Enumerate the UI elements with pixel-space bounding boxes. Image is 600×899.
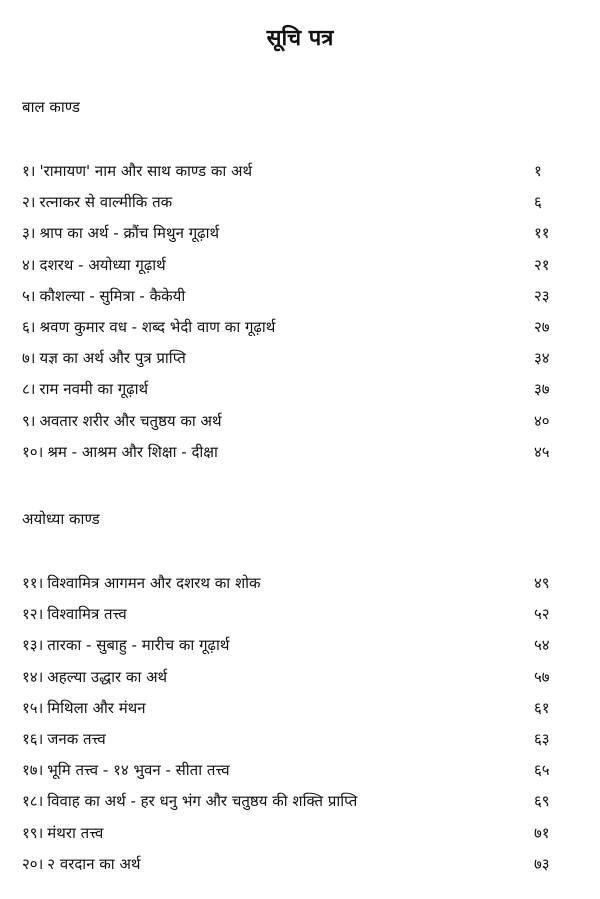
toc-entry-text (22, 760, 230, 780)
toc-entry-title: जनक तत्त्व (47, 730, 106, 748)
toc-entry-number: २०। (22, 854, 44, 873)
toc-entry-number: १९। (22, 823, 44, 842)
toc-entry-page: ६ (534, 193, 542, 212)
toc-entry-text (22, 348, 186, 368)
toc-entry-title: श्राप का अर्थ - क्रौंच मिथुन गूढ़ार्थ (39, 224, 220, 243)
toc-entry-text (22, 604, 127, 624)
toc-entry-title: अवतार शरीर और चतुष्ठय का अर्थ (39, 411, 222, 430)
toc-entry-text (22, 161, 252, 181)
toc-entry (22, 189, 580, 215)
toc-entry-text (22, 317, 275, 337)
toc-entry-title: दशरथ - अयोध्या गूढ़ार्थ (39, 255, 166, 274)
toc-entry-number: ८। (22, 380, 36, 399)
toc-entry-title: भूमि तत्त्व - १४ भुवन - सीता तत्त्व (47, 761, 230, 780)
toc-entry-page: ५४ (534, 636, 550, 655)
toc-entry-number: १२। (22, 605, 44, 624)
toc-entry-title: मंथरा तत्त्व (47, 823, 104, 842)
toc-entry-title: राम नवमी का गूढ़ार्थ (39, 380, 149, 399)
toc-entry-page: ६५ (534, 761, 550, 780)
toc-entry-title: यज्ञ का अर्थ और पुत्र प्राप्ति (39, 349, 186, 368)
toc-entry-page: २३ (534, 286, 550, 305)
toc-entry-title: श्रम - आश्रम और शिक्षा - दीक्षा (47, 442, 218, 461)
toc-entry-title: विश्वामित्र तत्त्व (47, 605, 127, 624)
toc-entry-page: २७ (534, 318, 550, 336)
toc-entry (22, 408, 580, 434)
toc-entry-text (22, 223, 219, 243)
toc-entry-title: २ वरदान का अर्थ (47, 854, 141, 873)
toc-entry-title: रत्नाकर से वाल्मीकि तक (39, 193, 173, 212)
toc-entry (22, 820, 580, 846)
toc-entry-text (22, 442, 218, 462)
toc-entry-page: ५७ (534, 667, 550, 686)
toc-entry-page: ४९ (534, 574, 550, 592)
toc-entry-text (22, 698, 146, 718)
toc-entry-number: ४। (22, 255, 36, 274)
toc-entry-page: ७३ (534, 854, 550, 873)
toc-entry-title: मिथिला और मंथन (47, 698, 146, 717)
toc-entry (22, 601, 580, 627)
toc-entry-text (22, 379, 148, 399)
toc-entry-text (22, 573, 261, 593)
toc-entry-number: २। (22, 193, 36, 212)
toc-entry-text (22, 255, 166, 275)
toc-entry-text (22, 192, 172, 212)
toc-entry (22, 314, 580, 340)
toc-entry-number: ११। (22, 574, 44, 592)
toc-entry-text (22, 729, 106, 749)
toc-entry-number: १६। (22, 730, 44, 748)
toc-entry (22, 376, 580, 402)
toc-entry-number: १८। (22, 792, 44, 811)
toc-entry-page: ७१ (534, 823, 550, 842)
toc-entry-title: विश्वामित्र आगमन और दशरथ का शोक (47, 574, 261, 592)
toc-entry-page: ४० (534, 411, 550, 430)
toc-entry-number: १५। (22, 698, 44, 717)
toc-entry-title: श्रवण कुमार वध - शब्द भेदी वाण का गूढ़ार्थ (39, 318, 276, 336)
toc-entry (22, 851, 580, 877)
toc-entry-title: विवाह का अर्थ - हर धनु भंग और चतुष्ठय की शक्ति प्राप्ति (47, 792, 358, 811)
toc-entry-text (22, 854, 141, 874)
toc-entry-text (22, 411, 222, 431)
toc-entry (22, 252, 580, 278)
toc-entry-page: ६१ (534, 698, 550, 717)
section-heading-ayodhya-kand: अयोध्या काण्ड (22, 510, 100, 528)
toc-entry-number: १७। (22, 761, 44, 780)
toc-entry (22, 220, 580, 246)
toc-entry (22, 439, 580, 465)
toc-entry-page: ६९ (534, 792, 550, 811)
toc-entry-title: अहल्या उद्धार का अर्थ (47, 667, 168, 686)
toc-entry-number: १४। (22, 667, 44, 686)
toc-entry-text (22, 823, 103, 843)
toc-entry-text (22, 667, 167, 687)
toc-entry-number: १। (22, 162, 36, 180)
toc-entry (22, 695, 580, 721)
toc-entry (22, 757, 580, 783)
toc-entry-page: ३४ (534, 349, 550, 368)
toc-entry-number: ६। (22, 318, 36, 336)
toc-entry (22, 283, 580, 309)
toc-entry-page: २१ (534, 255, 550, 274)
toc-entry-number: ३। (22, 224, 36, 243)
toc-entry (22, 664, 580, 690)
toc-entry (22, 726, 580, 752)
toc-entry (22, 345, 580, 371)
page-title: सूचि पत्र (266, 26, 334, 51)
toc-entry-number: १३। (22, 636, 44, 655)
toc-entry-title: 'रामायण' नाम और साथ काण्ड का अर्थ (39, 162, 253, 180)
toc-entry-page: ४५ (534, 442, 550, 461)
toc-entry (22, 570, 580, 596)
toc-entry-page: ६३ (534, 730, 550, 748)
toc-entry-page: ११ (534, 224, 550, 243)
toc-entry-page: ५२ (534, 605, 550, 624)
toc-entry-text (22, 791, 357, 811)
section-heading-bal-kand: बाल काण्ड (22, 98, 80, 116)
toc-entry-number: ७। (22, 349, 36, 368)
toc-entry-number: ५। (22, 286, 36, 305)
toc-entry-number: १०। (22, 442, 44, 461)
toc-entry-page: १ (534, 162, 542, 180)
toc-entry-text (22, 635, 229, 655)
toc-entry-title: तारका - सुबाहु - मारीच का गूढ़ार्थ (47, 636, 230, 655)
toc-entry-page: ३७ (534, 380, 550, 399)
toc-entry-text (22, 286, 185, 306)
toc-entry-title: कौशल्या - सुमित्रा - कैकेयी (39, 286, 186, 305)
toc-entry (22, 158, 580, 184)
toc-entry (22, 632, 580, 658)
toc-entry (22, 788, 580, 814)
toc-entry-number: ९। (22, 411, 36, 430)
